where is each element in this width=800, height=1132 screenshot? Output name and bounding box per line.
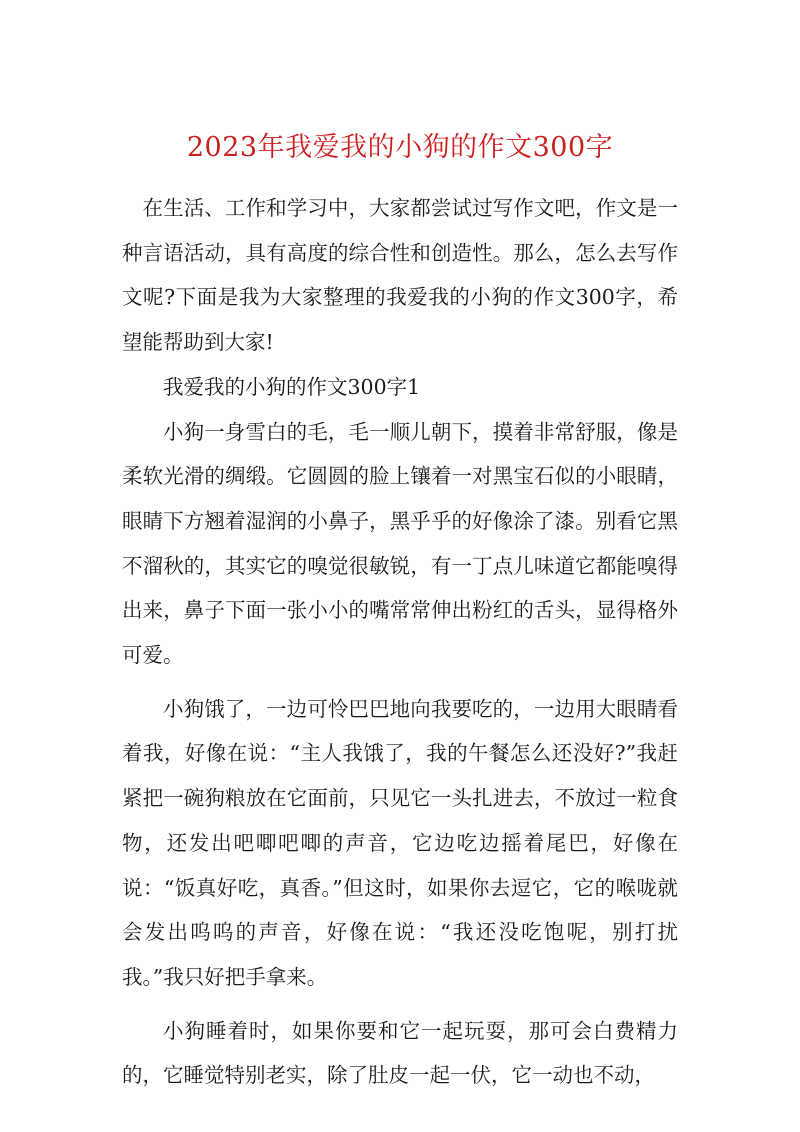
section-heading: 我爱我的小狗的作文300字1 [163,374,421,399]
body-paragraph-1: 小狗一身雪白的毛，毛一顺儿朝下，摸着非常舒服，像是柔软光滑的绸缎。它圆圆的脸上镶着一对黑宝石似的小眼睛，眼睛下方翘着湿润的小鼻子，黑乎乎的好像涂了漆。别看它黑不溜秋的，其实它的嗅觉很敏锐，有一丁点儿味道它都能嗅得出来，鼻子下面一张小小的嘴常常伸出粉红的舌头，显得格外可爱。 [122,419,678,668]
document-title: 2023年我爱我的小狗的作文300字 [186,132,614,163]
document-body [122,186,678,1098]
intro-paragraph: 在生活、工作和学习中，大家都尝试过写作文吧，作文是一种言语活动，具有高度的综合性和创造性。那么，怎么去写作文呢?下面是我为大家整理的我爱我的小狗的作文300字，希望能帮助到大家! [122,196,678,355]
body-paragraph-3: 小狗睡着时，如果你要和它一起玩耍，那可会白费精力的，它睡觉特别老实，除了肚皮一起一伏，它一动也不动， [122,1018,678,1088]
body-paragraph-2: 小狗饿了，一边可怜巴巴地向我要吃的，一边用大眼睛看着我，好像在说：“主人我饿了，我的午餐怎么还没好?”我赶紧把一碗狗粮放在它面前，只见它一头扎进去，不放过一粒食物，还发出吧唧吧唧的声音，它边吃边摇着尾巴，好像在说：“饭真好吃，真香。”但这时，如果你去逗它，它的喉咙就会发出呜呜的声音，好像在说：“我还没吃饱呢，别打扰我。”我只好把手拿来。 [122,696,678,989]
